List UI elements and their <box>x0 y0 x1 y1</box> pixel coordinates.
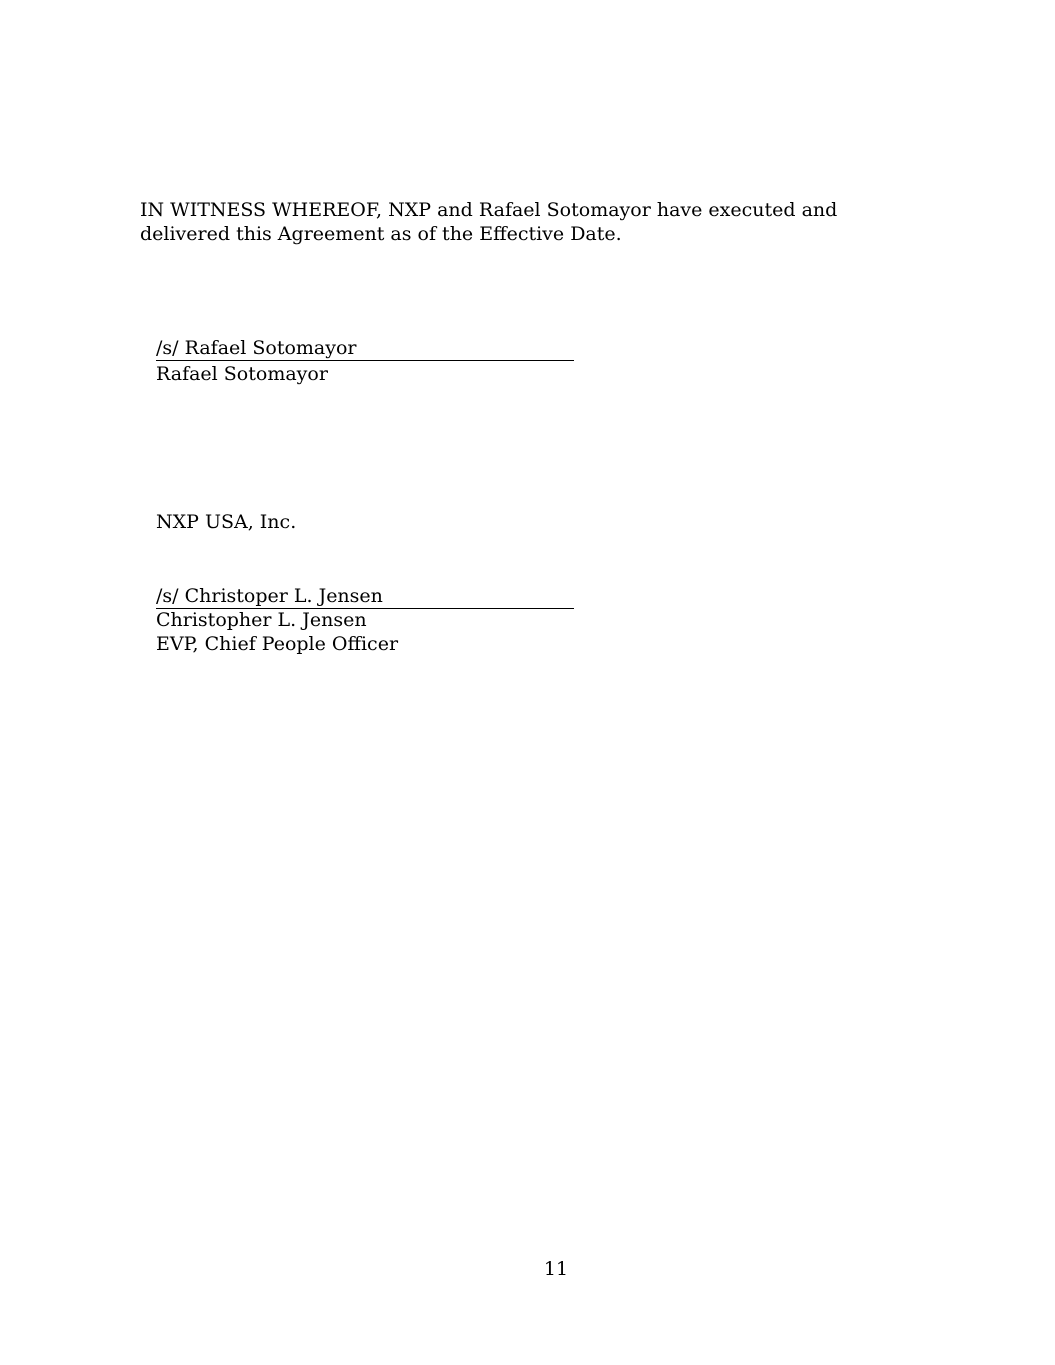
signatory-name-jensen: Christopher L. Jensen <box>156 609 367 631</box>
company-name: NXP USA, Inc. <box>156 511 297 533</box>
signature-text-sotomayor: /s/ Rafael Sotomayor <box>156 337 357 359</box>
signatory-name-sotomayor: Rafael Sotomayor <box>156 363 328 385</box>
signatory-title-jensen: EVP, Chief People Officer <box>156 633 399 655</box>
signature-text-jensen: /s/ Christoper L. Jensen <box>156 585 383 607</box>
page-number: 11 <box>543 1258 569 1280</box>
signature-line-sotomayor <box>156 336 574 361</box>
signature-line-jensen <box>156 584 574 609</box>
witness-paragraph: IN WITNESS WHEREOF, NXP and Rafael Sotomayor have executed and delivered this Agreement as of the Effective Date. <box>140 199 838 245</box>
